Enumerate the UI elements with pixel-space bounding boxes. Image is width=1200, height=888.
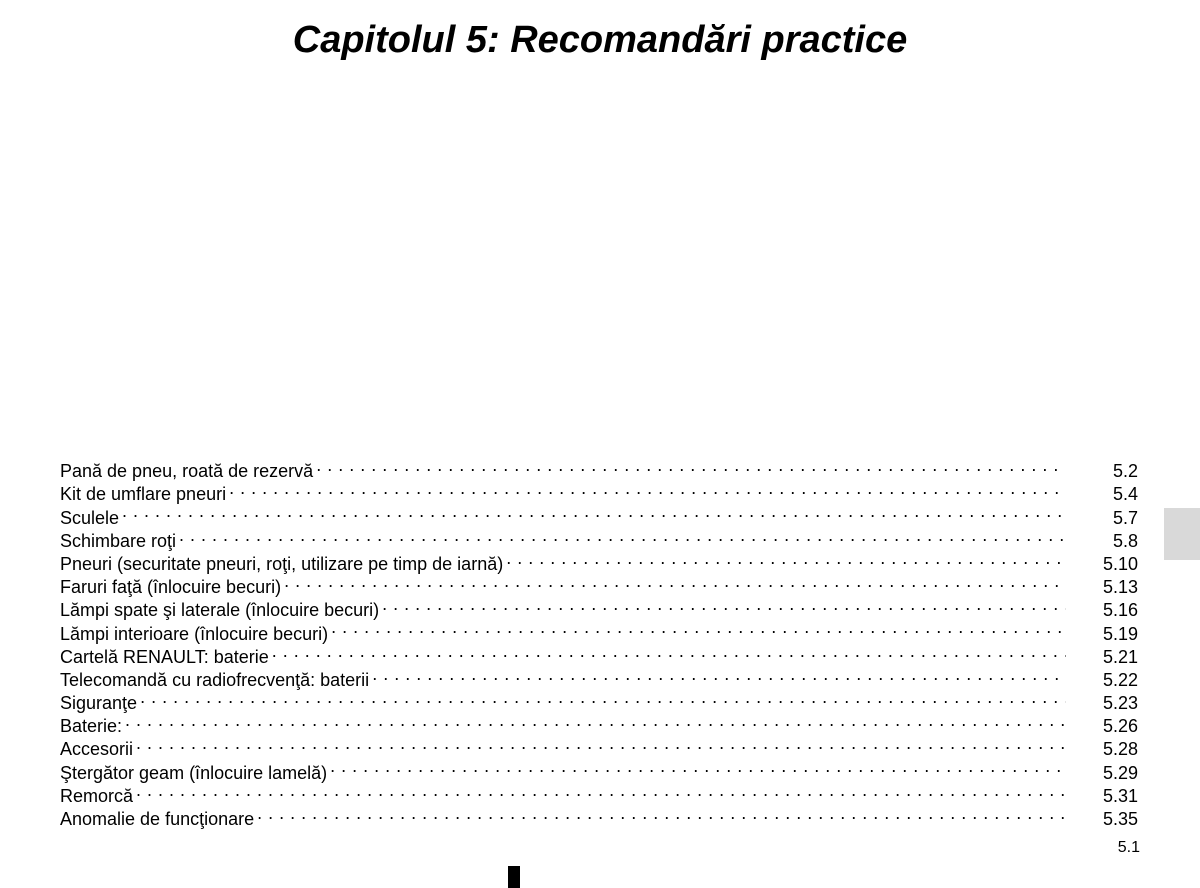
toc-dot-leader bbox=[122, 500, 1066, 523]
toc-dot-leader bbox=[140, 686, 1066, 709]
toc-entry[interactable] bbox=[60, 732, 1138, 760]
toc-entry-page: 5.23 bbox=[1102, 693, 1138, 714]
toc-entry-label: Kit de umflare pneuri bbox=[60, 484, 227, 505]
toc-entry[interactable] bbox=[60, 524, 1138, 551]
toc-entry[interactable] bbox=[60, 709, 1138, 737]
toc-entry-label: Faruri faţă (înlocuire becuri) bbox=[60, 577, 282, 598]
toc-entry-page: 5.19 bbox=[1102, 623, 1138, 644]
toc-entry-page: 5.28 bbox=[1102, 739, 1138, 760]
toc-dot-leader bbox=[136, 779, 1066, 802]
toc-entry-page: 5.31 bbox=[1102, 785, 1138, 806]
toc-entry-page: 5.26 bbox=[1102, 716, 1138, 737]
toc-entry-label: Baterie: bbox=[60, 716, 123, 737]
toc-entry-label: Pană de pneu, roată de rezervă bbox=[60, 461, 314, 482]
toc-entry-label: Sculele bbox=[60, 507, 120, 528]
toc-dot-leader bbox=[229, 477, 1066, 500]
toc-entry[interactable] bbox=[60, 454, 1138, 482]
toc-entry-page: 5.13 bbox=[1102, 577, 1138, 598]
toc-entry[interactable] bbox=[60, 547, 1138, 574]
toc-entry-page: 5.29 bbox=[1102, 762, 1138, 783]
toc-dot-leader bbox=[257, 802, 1066, 825]
toc-dot-leader bbox=[284, 570, 1066, 593]
toc-dot-leader bbox=[272, 640, 1066, 663]
toc-entry-page: 5.21 bbox=[1102, 646, 1138, 667]
toc-entry[interactable] bbox=[60, 755, 1138, 783]
toc-entry-page: 5.4 bbox=[1112, 484, 1138, 505]
toc-dot-leader bbox=[372, 663, 1066, 686]
toc-entry-label: Accesorii bbox=[60, 739, 134, 760]
toc-entry-page: 5.7 bbox=[1112, 507, 1138, 528]
toc-entry-page: 5.22 bbox=[1102, 669, 1138, 690]
toc-entry-label: Ştergător geam (înlocuire lamelă) bbox=[60, 762, 328, 783]
toc-dot-leader bbox=[506, 547, 1066, 570]
toc-dot-leader bbox=[331, 616, 1066, 639]
toc-dot-leader bbox=[125, 709, 1066, 732]
toc-entry-label: Schimbare roţi bbox=[60, 530, 177, 551]
toc-entry[interactable] bbox=[60, 779, 1138, 806]
toc-entry-label: Lămpi spate şi laterale (înlocuire becuri) bbox=[60, 600, 380, 621]
toc-entry[interactable] bbox=[60, 686, 1138, 714]
chapter-thumb-tab bbox=[1164, 508, 1200, 560]
toc-dot-leader bbox=[382, 593, 1066, 616]
toc-entry-page: 5.16 bbox=[1102, 600, 1138, 621]
toc-entry-label: Siguranţe bbox=[60, 693, 138, 714]
toc-entry-page: 5.2 bbox=[1112, 461, 1138, 482]
toc-entry-page: 5.8 bbox=[1112, 530, 1138, 551]
toc-dot-leader bbox=[136, 732, 1066, 755]
toc-entry-label: Anomalie de funcţionare bbox=[60, 809, 255, 829]
page-number: 5.1 bbox=[1117, 839, 1140, 856]
toc-entry-label: Lămpi interioare (înlocuire becuri) bbox=[60, 623, 329, 644]
toc-entry-page: 5.35 bbox=[1102, 809, 1138, 829]
toc-dot-leader bbox=[316, 454, 1066, 477]
toc-entry-label: Cartelă RENAULT: baterie bbox=[60, 646, 269, 667]
toc-entry-page: 5.10 bbox=[1102, 553, 1138, 574]
table-of-contents bbox=[60, 454, 1138, 829]
toc-entry-label: Remorcă bbox=[60, 785, 134, 806]
toc-entry-label: Telecomandă cu radiofrecvenţă: baterii bbox=[60, 669, 370, 690]
chapter-title: Capitolul 5: Recomandări practice bbox=[292, 19, 908, 61]
toc-dot-leader bbox=[330, 755, 1066, 778]
toc-dot-leader bbox=[179, 524, 1066, 547]
toc-entry[interactable] bbox=[60, 500, 1138, 528]
toc-entry[interactable] bbox=[60, 802, 1138, 829]
toc-entry-label: Pneuri (securitate pneuri, roţi, utilizare pe timp de iarnă) bbox=[60, 553, 504, 574]
crop-mark bbox=[508, 866, 520, 888]
